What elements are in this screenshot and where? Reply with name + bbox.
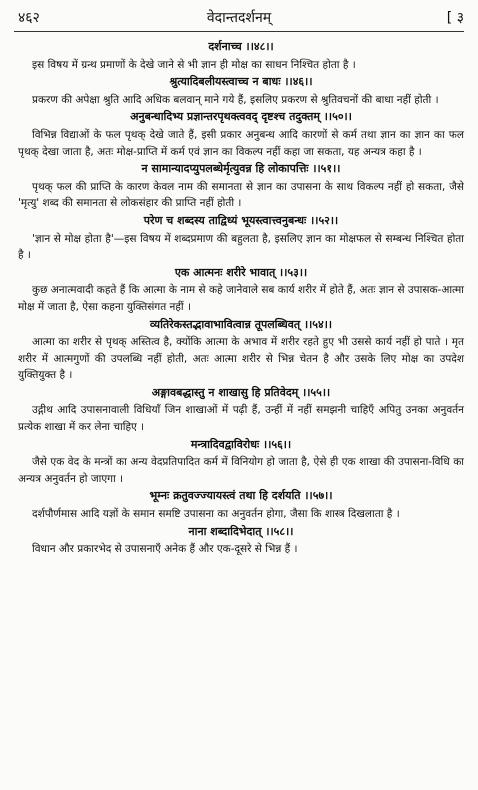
- commentary-51: पृथक् फल की प्राप्ति के कारण केवल नाम की समानता से ज्ञान का उपासना के साथ विकल्प नहीं हो सकता, जैसे 'मृत्यु' शब्द की समानता से लोकसंहार की प्राप्ति नहीं होती ।: [18, 180, 464, 210]
- commentary-53: कुछ अनात्मवादी कहते हैं कि आत्मा के नाम से कहे जानेवाले सब कार्य शरीर में होते हैं, अतः ज्ञान से उपासक-आत्मा मोक्ष में जाता है, ऐसा कहना युक्तिसंगत नहीं ।: [18, 284, 464, 313]
- sutra-51: न सामान्यादप्युपलब्धेर्मृत्युवन्न हि लोकापत्तिः ।।५१।।: [141, 162, 341, 176]
- commentary-49: प्रकरण की अपेक्षा श्रुति आदि अधिक बलवान् माने गये हैं, इसलिए प्रकरण से श्रुतिवचनों की बाधा नहीं होती ।: [32, 93, 439, 106]
- commentary-52: 'ज्ञान से मोक्ष होता है'—इस विषय में शब्दप्रमाण की बहुलता है, इसलिए ज्ञान का मोक्षफल से सम्बन्ध निश्चित होता है ।: [18, 232, 464, 262]
- sutra-57: भूम्नः क्रतुवज्ज्यायस्त्वं तथा हि दर्शयति ।।५७।।: [149, 489, 333, 503]
- header-rule: [14, 31, 464, 32]
- sutra-49: श्रुत्यादिबलीयस्त्वाच्च न बाधः ।।४६।।: [169, 75, 313, 89]
- commentary-55: उद्गीथ आदि उपासनावाली विधियाँ जिन शाखाओं में पढ़ी हैं, उन्हीं में नहीं समझनी चाहिएँ अपितु उनका अनुवर्तन प्रत्येक शाखा में कर लेना चाहिए ।: [18, 404, 464, 434]
- section-marker: [ ३: [446, 10, 464, 26]
- sutra-50: अनुबन्धादिभ्य प्रज्ञान्तरपृथक्त्ववद् दृष्टश्च तदुक्तम् ।।५०।।: [130, 110, 352, 124]
- sutra-54: व्यतिरेकस्तद्भावाभावित्वान्न तूपलब्धिवत् ।।५४।।: [149, 317, 333, 331]
- sutra-48: दर्शनाच्च ।।४८।।: [208, 40, 274, 53]
- commentary-50: विभिन्न विद्याओं के फल पृथक् देखे जाते हैं, इसी प्रकार अनुबन्ध आदि कारणों से कर्म तथा ज्ञान का ज्ञान का फल पृथक् देखा जाता है, अतः मोक्ष-प्राप्ति में कर्म एवं ज्ञान का विकल्प नहीं कहा जा सकता, यह अन्यत्र कहा है ।: [18, 128, 464, 158]
- page-number: ४६२: [18, 10, 40, 26]
- sutra-52: परेण च शब्दस्य ताद्विध्यं भूयस्त्वात्त्वनुबन्धः ।।५२।।: [143, 213, 339, 227]
- commentary-56: जैसे एक वेद के मन्त्रों का अन्य वेदप्रतिपादित कर्म में विनियोग हो जाता है, ऐसे ही एक शाखा की उपासना-विधि का अन्यत्र अनुवर्तन हो जाएगा ।: [18, 456, 464, 485]
- commentary-48: इस विषय में ग्रन्थ प्रमाणों के देखे जाने से भी ज्ञान ही मोक्ष का साधन निश्चित होता है ।: [32, 58, 356, 71]
- page-content: [18, 38, 464, 558]
- commentary-58: विधान और प्रकारभेद से उपासनाएँ अनेक हैं और एक-दूसरे से भिन्न हैं ।: [32, 543, 298, 556]
- commentary-54: आत्मा का शरीर से पृथक् अस्तित्व है, क्योंकि आत्मा के अभाव में शरीर रहते हुए भी उससे कार्य नहीं हो पाते । मृत शरीर में आत्मगुणों की उपलब्धि नहीं होती, अतः आत्मा शरीर से भिन्न चेतन है और उसके लिए मोक्ष का उपदेश युक्तियुक्त है ।: [18, 336, 464, 382]
- sutra-53: एक आत्मनः शरीरे भावात् ।।५३।।: [174, 265, 308, 279]
- running-title: वेदान्तदर्शनम्: [206, 10, 272, 26]
- sutra-58: नाना शब्दादिभेदात् ।।५८।।: [188, 524, 294, 538]
- commentary-57: दर्शपौर्णमास आदि यज्ञों के समान समष्टि उपासना का अनुवर्तन होगा, जैसा कि शास्त्र दिखलाता है ।: [32, 508, 400, 521]
- sutra-55: अङ्गावबद्धास्तु न शाखासु हि प्रतिवेदम् ।।५५।।: [151, 385, 331, 399]
- sutra-56: मन्त्रादिवद्वाविरोधः ।।५६।।: [190, 437, 292, 451]
- page-header: [14, 8, 464, 28]
